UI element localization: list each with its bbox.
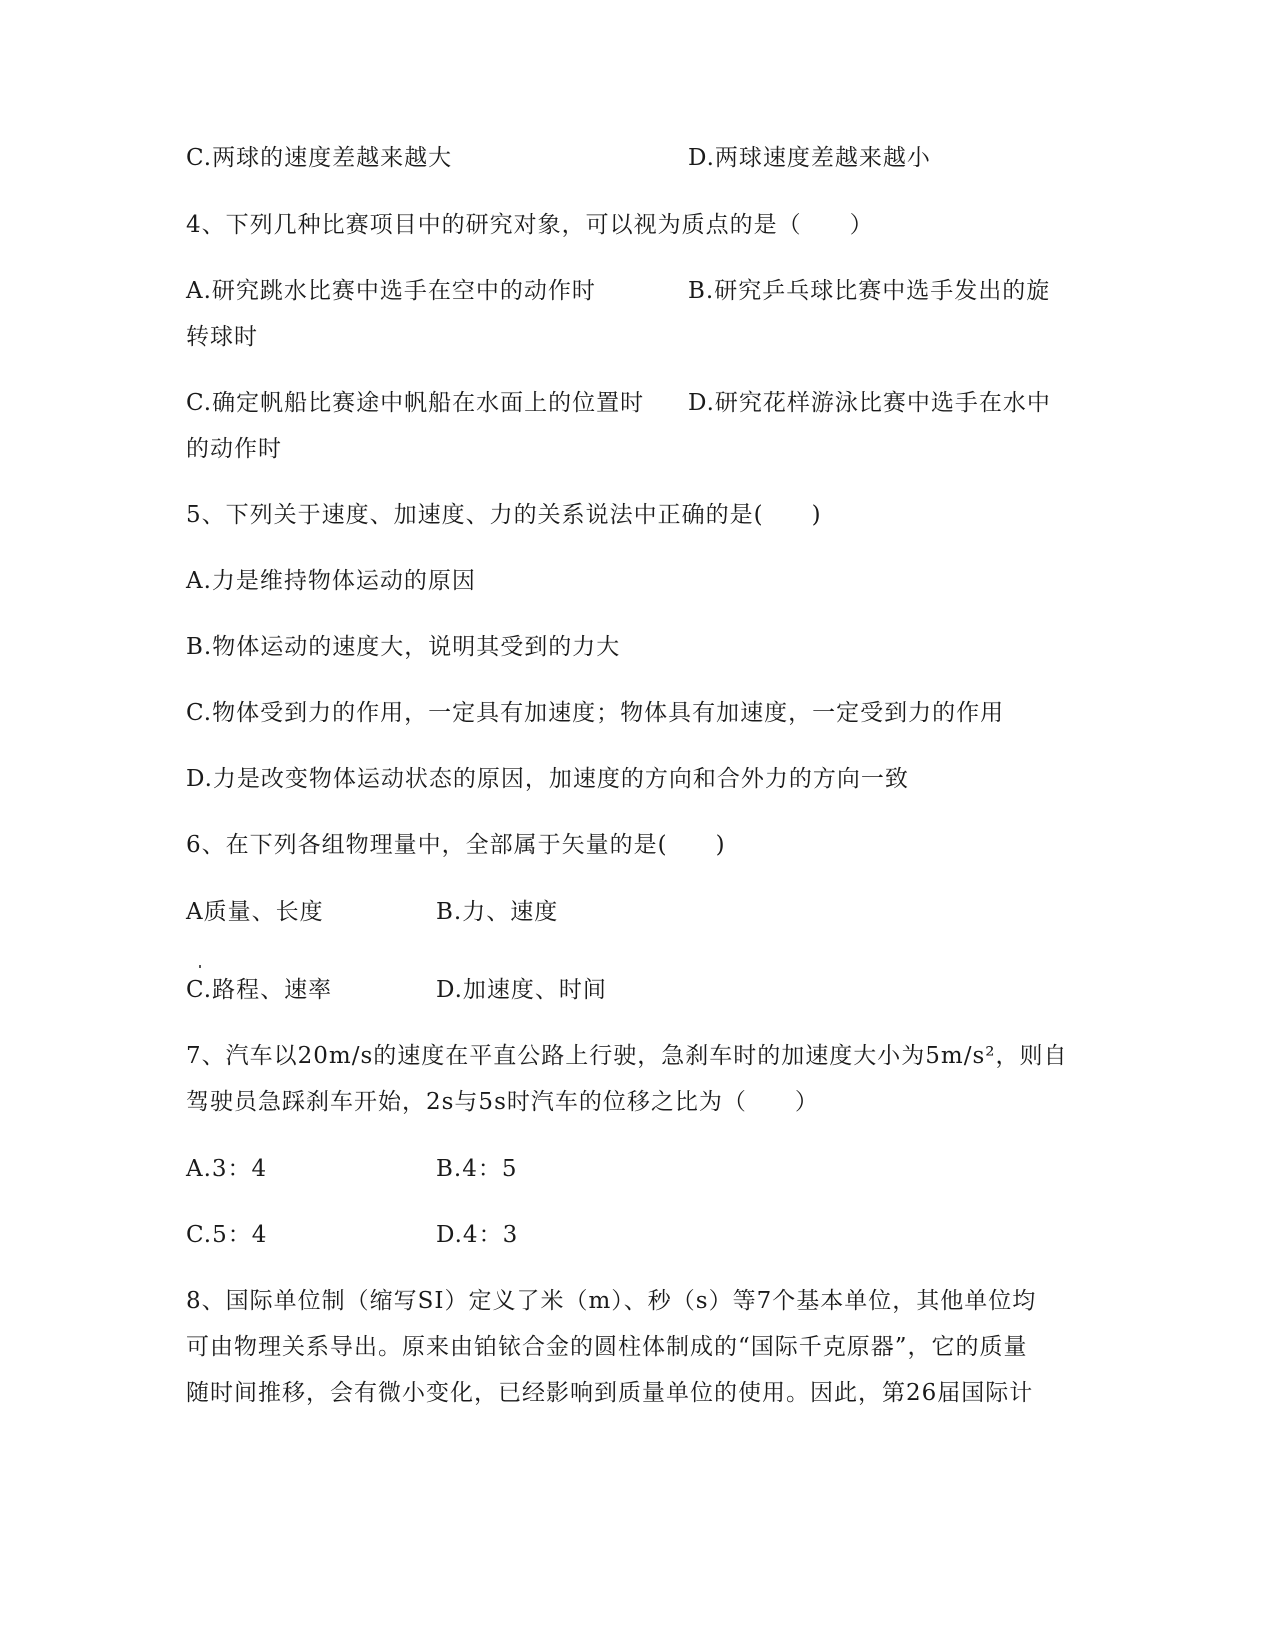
q4-option-a: A.研究跳水比赛中选手在空中的动作时 (186, 278, 596, 304)
q5-option-d: D.力是改变物体运动状态的原因，加速度的方向和合外力的方向一致 (186, 766, 909, 792)
q6-stem: 6、在下列各组物理量中，全部属于矢量的是( ) (186, 832, 726, 858)
q3-option-c: C.两球的速度差越来越大 (186, 145, 453, 171)
q6-option-b: B.力、速度 (436, 899, 559, 925)
stray-mark (199, 965, 201, 968)
q7-option-c: C.5：4 (186, 1222, 268, 1248)
q4-option-c: C.确定帆船比赛途中帆船在水面上的位置时 (186, 390, 645, 416)
q7-stem-line2: 驾驶员急踩刹车开始，2s与5s时汽车的位移之比为（ ） (186, 1089, 819, 1115)
q8-line2: 可由物理关系导出。原来由铂铱合金的圆柱体制成的“国际千克原器”，它的质量 (186, 1334, 1028, 1360)
q3-option-d: D.两球速度差越来越小 (688, 145, 931, 171)
q7-option-a: A.3：4 (186, 1156, 268, 1182)
q4-option-b: B.研究乒乓球比赛中选手发出的旋 (688, 278, 1051, 304)
q6-option-d: D.加速度、时间 (436, 977, 607, 1003)
q8-line3: 随时间推移，会有微小变化，已经影响到质量单位的使用。因此，第26届国际计 (186, 1380, 1034, 1406)
q4-option-b-continued: 转球时 (186, 324, 258, 350)
q7-option-b: B.4：5 (436, 1156, 518, 1182)
q7-option-d: D.4：3 (436, 1222, 519, 1248)
q7-stem-line1: 7、汽车以20m/s的速度在平直公路上行驶，急刹车时的加速度大小为5m/s²，则自 (186, 1043, 1068, 1069)
q4-option-d-continued: 的动作时 (186, 436, 282, 462)
q5-option-a: A.力是维持物体运动的原因 (186, 568, 476, 594)
q5-stem: 5、下列关于速度、加速度、力的关系说法中正确的是( ) (186, 502, 822, 528)
q5-option-b: B.物体运动的速度大，说明其受到的力大 (186, 634, 621, 660)
q5-option-c: C.物体受到力的作用，一定具有加速度；物体具有加速度，一定受到力的作用 (186, 700, 1005, 726)
q4-option-d: D.研究花样游泳比赛中选手在水中 (688, 390, 1051, 416)
q4-stem: 4、下列几种比赛项目中的研究对象，可以视为质点的是（ ） (186, 212, 874, 238)
q6-option-a: A质量、长度 (186, 899, 324, 925)
q8-line1: 8、国际单位制（缩写SI）定义了米（m）、秒（s）等7个基本单位，其他单位均 (186, 1288, 1037, 1314)
q6-option-c: C.路程、速率 (186, 977, 333, 1003)
